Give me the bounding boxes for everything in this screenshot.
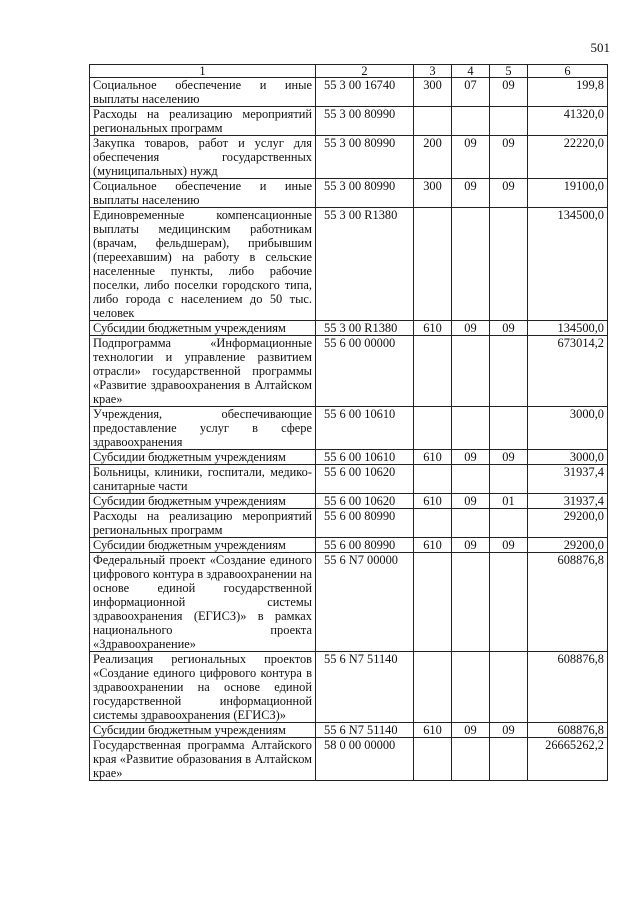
- amount-value: 3000,0: [528, 450, 608, 465]
- expense-type-code: 300: [414, 78, 452, 107]
- page-number: 501: [590, 40, 610, 55]
- row-description: Федеральный проект «Создание единого цифрового контура в здравоохранении на основе единой государственной информационной системы здравоохранения (ЕГИСЗ)» в рамках национального проекта «Здравоохранение»: [90, 553, 316, 652]
- section-code: 09: [452, 494, 490, 509]
- table-row: [90, 538, 608, 553]
- table-row: [90, 136, 608, 179]
- subsection-code: [490, 208, 528, 321]
- row-description: Субсидии бюджетным учреждениям: [90, 538, 316, 553]
- row-description: Закупка товаров, работ и услуг для обеспечения государственных (муниципальных) нужд: [90, 136, 316, 179]
- column-header: 6: [528, 65, 608, 78]
- row-description: Субсидии бюджетным учреждениям: [90, 723, 316, 738]
- target-article-code: 55 6 N7 51140: [316, 652, 414, 723]
- target-article-code: 55 6 N7 00000: [316, 553, 414, 652]
- expense-type-code: 610: [414, 494, 452, 509]
- table-row: [90, 78, 608, 107]
- amount-value: 199,8: [528, 78, 608, 107]
- subsection-code: [490, 652, 528, 723]
- amount-value: 29200,0: [528, 509, 608, 538]
- subsection-code: 09: [490, 450, 528, 465]
- target-article-code: 55 6 00 10620: [316, 494, 414, 509]
- section-code: [452, 509, 490, 538]
- subsection-code: [490, 509, 528, 538]
- section-code: [452, 336, 490, 407]
- target-article-code: 55 6 00 10610: [316, 407, 414, 450]
- expense-type-code: 610: [414, 723, 452, 738]
- expense-type-code: 200: [414, 136, 452, 179]
- target-article-code: 55 3 00 80990: [316, 179, 414, 208]
- section-code: [452, 465, 490, 494]
- row-description: Больницы, клиники, госпитали, медико-санитарные части: [90, 465, 316, 494]
- amount-value: 22220,0: [528, 136, 608, 179]
- target-article-code: 55 3 00 R1380: [316, 321, 414, 336]
- subsection-code: [490, 553, 528, 652]
- section-code: 09: [452, 179, 490, 208]
- amount-value: 31937,4: [528, 465, 608, 494]
- table-row: [90, 107, 608, 136]
- table-row: [90, 723, 608, 738]
- amount-value: 134500,0: [528, 321, 608, 336]
- subsection-code: 01: [490, 494, 528, 509]
- section-code: 09: [452, 321, 490, 336]
- subsection-code: 09: [490, 321, 528, 336]
- target-article-code: 58 0 00 00000: [316, 738, 414, 781]
- table-row: [90, 509, 608, 538]
- amount-value: 673014,2: [528, 336, 608, 407]
- section-code: [452, 107, 490, 136]
- row-description: Учреждения, обеспечивающие предоставление услуг в сфере здравоохранения: [90, 407, 316, 450]
- subsection-code: [490, 407, 528, 450]
- amount-value: 19100,0: [528, 179, 608, 208]
- column-header: 5: [490, 65, 528, 78]
- target-article-code: 55 6 00 10620: [316, 465, 414, 494]
- expense-type-code: 610: [414, 538, 452, 553]
- expense-type-code: [414, 336, 452, 407]
- expense-type-code: [414, 465, 452, 494]
- subsection-code: 09: [490, 136, 528, 179]
- table-body: [90, 78, 608, 781]
- target-article-code: 55 6 N7 51140: [316, 723, 414, 738]
- row-description: Субсидии бюджетным учреждениям: [90, 321, 316, 336]
- section-code: [452, 208, 490, 321]
- section-code: [452, 738, 490, 781]
- subsection-code: [490, 107, 528, 136]
- row-description: Расходы на реализацию мероприятий региональных программ: [90, 107, 316, 136]
- amount-value: 608876,8: [528, 723, 608, 738]
- expense-type-code: [414, 652, 452, 723]
- row-description: Государственная программа Алтайского края «Развитие образования в Алтайском крае»: [90, 738, 316, 781]
- row-description: Расходы на реализацию мероприятий региональных программ: [90, 509, 316, 538]
- table-row: [90, 494, 608, 509]
- subsection-code: [490, 738, 528, 781]
- target-article-code: 55 3 00 16740: [316, 78, 414, 107]
- table-row: [90, 652, 608, 723]
- expense-type-code: [414, 107, 452, 136]
- subsection-code: [490, 336, 528, 407]
- section-code: [452, 652, 490, 723]
- table-row: [90, 465, 608, 494]
- subsection-code: 09: [490, 78, 528, 107]
- table-header-row: [90, 65, 608, 78]
- table-row: [90, 450, 608, 465]
- target-article-code: 55 6 00 80990: [316, 538, 414, 553]
- column-header: 3: [414, 65, 452, 78]
- amount-value: 31937,4: [528, 494, 608, 509]
- expense-type-code: 610: [414, 450, 452, 465]
- table-row: [90, 179, 608, 208]
- table-row: [90, 738, 608, 781]
- row-description: Подпрограмма «Информационные технологии и управление развитием отрасли» государственной программы «Развитие здравоохранения в Алтайском крае»: [90, 336, 316, 407]
- section-code: 09: [452, 450, 490, 465]
- table-row: [90, 321, 608, 336]
- row-description: Единовременные компенсационные выплаты медицинским работникам (врачам, фельдшерам), прибывшим (переехавшим) на работу в сельские населенные пункты, либо рабочие поселки, либо поселки городского типа, либо города с населением до 50 тыс. человек: [90, 208, 316, 321]
- amount-value: 26665262,2: [528, 738, 608, 781]
- amount-value: 3000,0: [528, 407, 608, 450]
- table-row: [90, 336, 608, 407]
- amount-value: 134500,0: [528, 208, 608, 321]
- table-row: [90, 407, 608, 450]
- row-description: Социальное обеспечение и иные выплаты населению: [90, 78, 316, 107]
- target-article-code: 55 3 00 80990: [316, 136, 414, 179]
- column-header: 1: [90, 65, 316, 78]
- row-description: Субсидии бюджетным учреждениям: [90, 494, 316, 509]
- budget-table: [89, 64, 608, 781]
- row-description: Субсидии бюджетным учреждениям: [90, 450, 316, 465]
- column-header: 2: [316, 65, 414, 78]
- target-article-code: 55 3 00 80990: [316, 107, 414, 136]
- section-code: 09: [452, 538, 490, 553]
- amount-value: 608876,8: [528, 652, 608, 723]
- expense-type-code: 300: [414, 179, 452, 208]
- target-article-code: 55 6 00 10610: [316, 450, 414, 465]
- subsection-code: 09: [490, 538, 528, 553]
- expense-type-code: [414, 407, 452, 450]
- expense-type-code: [414, 208, 452, 321]
- amount-value: 608876,8: [528, 553, 608, 652]
- section-code: 09: [452, 723, 490, 738]
- expense-type-code: [414, 738, 452, 781]
- expense-type-code: 610: [414, 321, 452, 336]
- target-article-code: 55 6 00 80990: [316, 509, 414, 538]
- row-description: Реализация региональных проектов «Создание единого цифрового контура в здравоохранении на основе единой государственной информационной системы здравоохранения (ЕГИСЗ)»: [90, 652, 316, 723]
- subsection-code: [490, 465, 528, 494]
- subsection-code: 09: [490, 723, 528, 738]
- table-row: [90, 208, 608, 321]
- section-code: [452, 553, 490, 652]
- section-code: 09: [452, 136, 490, 179]
- expense-type-code: [414, 553, 452, 652]
- target-article-code: 55 6 00 00000: [316, 336, 414, 407]
- amount-value: 29200,0: [528, 538, 608, 553]
- expense-type-code: [414, 509, 452, 538]
- section-code: [452, 407, 490, 450]
- column-header: 4: [452, 65, 490, 78]
- section-code: 07: [452, 78, 490, 107]
- target-article-code: 55 3 00 R1380: [316, 208, 414, 321]
- row-description: Социальное обеспечение и иные выплаты населению: [90, 179, 316, 208]
- table-row: [90, 553, 608, 652]
- subsection-code: 09: [490, 179, 528, 208]
- amount-value: 41320,0: [528, 107, 608, 136]
